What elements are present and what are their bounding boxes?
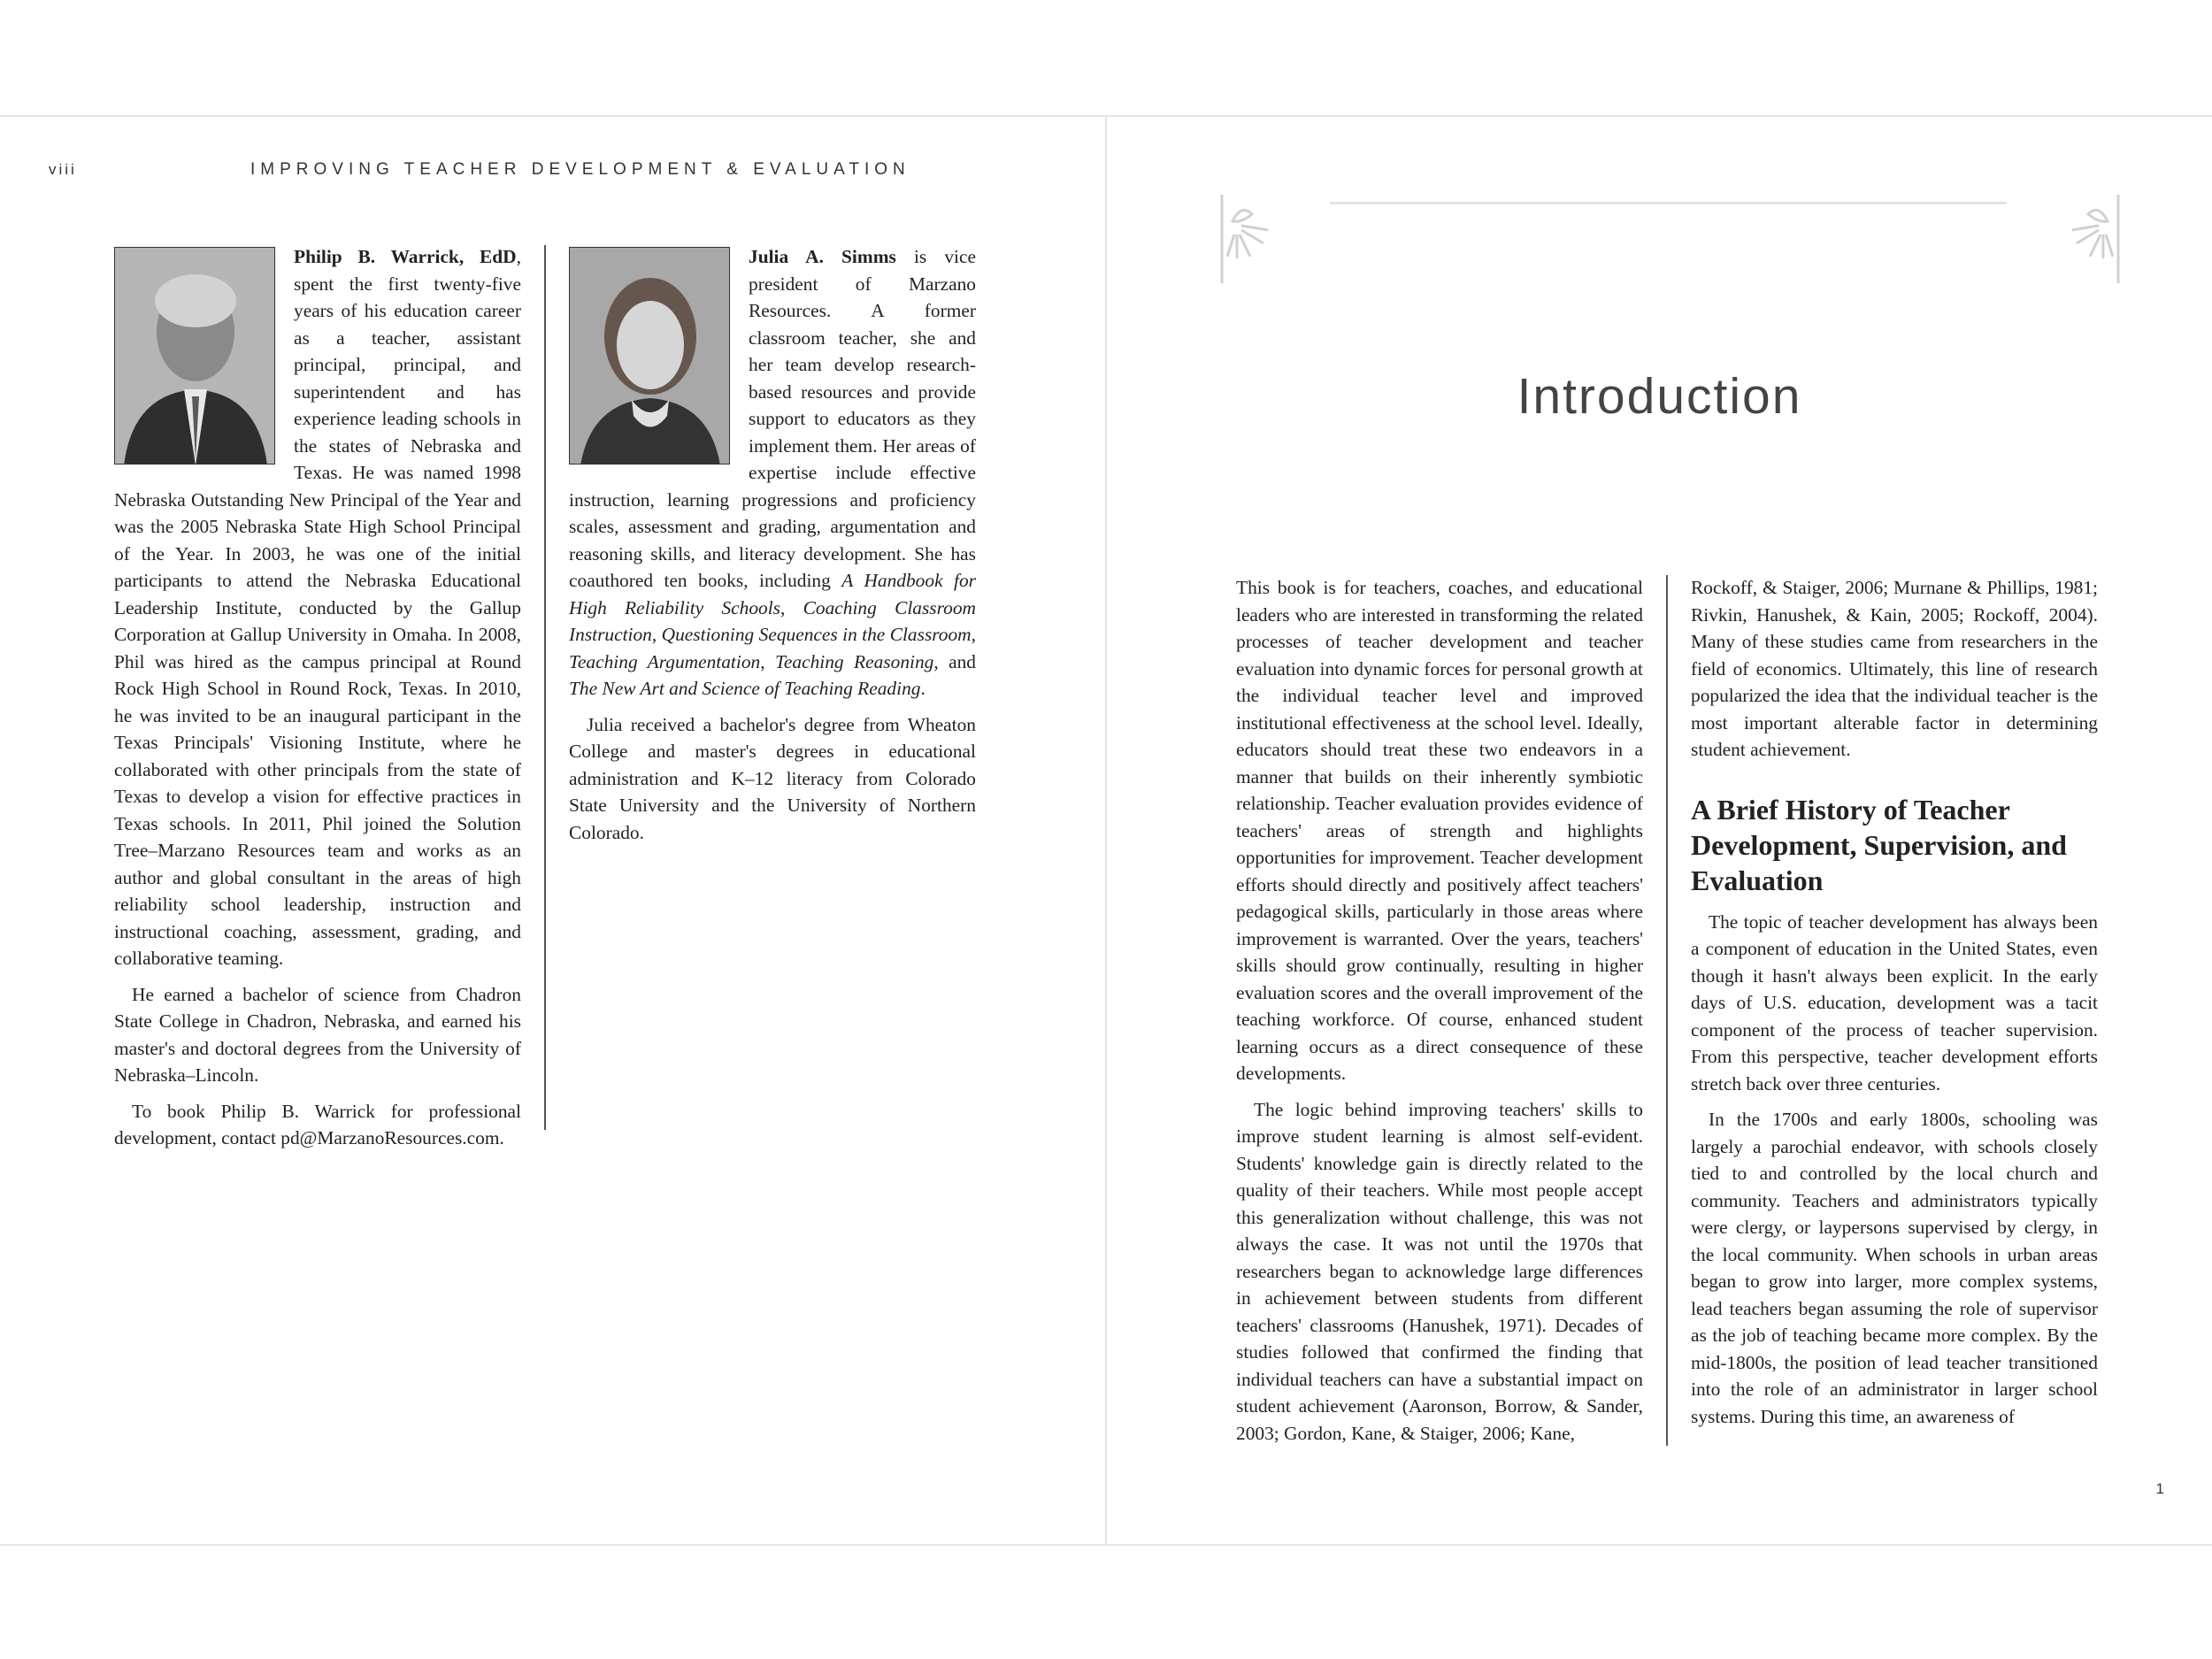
intro-paragraph-2: The logic behind improving teachers' skills to improve student learning is almost self-evident. Students' knowledge gain is directly related to the quality of their teachers. While most people accept this generalization without challenge, this was not always the case. It was not until the 1970s that researchers began to acknowledge large differences in achievement between students from different teachers' classrooms (Hanushek, 1971). Decades of studies followed that confirmed the finding that individual teachers can have a substantial impact on student achievement (Aaronson, Borrow, & Sander, 2003; Gordon, Kane, & Staiger, 2006; Kane, [1236, 1098, 1643, 1444]
column-rule-right [1666, 575, 1668, 1446]
right-page [1107, 117, 2212, 1544]
separator: , [971, 624, 976, 645]
separator: , [780, 596, 803, 618]
column-rule-left [544, 245, 546, 1130]
text-column-left [1236, 574, 1643, 1455]
author-photo-simms [569, 247, 730, 465]
book-title: A Handbook for High Reliability Schools [569, 570, 976, 618]
bio-warrick-text: , spent the first twenty-five years of his education career as a teacher, assistant principal, principal, and superintendent and has experience leading schools in the states of Nebraska and Texas. He was named 1998 Nebraska Outstanding New Principal of the Year and was the 2005 Nebraska State High School Principal of the Year. In 2003, he was one of the initial participants to attend the Nebraska Educational Leadership Institute, conducted by the Gallup Corporation at Gallup University in Omaha. In 2008, Phil was hired as the campus principal at Round Rock High School in Round Rock, Texas. In 2010, he was invited to be an inaugural participant in the Texas Principals' Visioning Institute, where he collaborated with other principals from the state of Texas to develop a vision for effective practices in Texas schools. In 2011, Phil joined the Solution Tree–Marzano Resources team and works as an author and global consultant in the areas of high reliability school leadership, instruction and instructional coaching, assessment, grading, and collaborative teaming. [114, 246, 521, 969]
bio-warrick-paragraph-2: He earned a bachelor of science from Chadron State College in Chadron, Nebraska, and earned his master's and doctoral degrees from the University of Nebraska–Lincoln. [114, 983, 521, 1086]
separator: . [920, 678, 926, 699]
history-paragraph-1: The topic of teacher development has always been a component of education in the United States, even though it hasn't always been explicit. In the early days of U.S. education, development was a tacit component of the process of teacher supervision. From this perspective, teacher development efforts stretch back over three centuries. [1691, 910, 2098, 1094]
author-bio-simms [569, 243, 976, 855]
bio-warrick-name: Philip B. Warrick, EdD [294, 246, 517, 267]
sunburst-ornament-left-icon [1215, 195, 1312, 283]
left-page [0, 117, 1107, 1544]
section-heading: A Brief History of Teacher Development, Supervision, and Evaluation [1691, 793, 2067, 896]
intro-paragraph-1: This book is for teachers, coaches, and educational leaders who are interested in transforming the related processes of teacher development and teacher evaluation into dynamic forces for personal growth at the individual teacher level and improved institutional effectiveness at the school level. Ideally, educators should treat these two endeavors in a manner that builds on their inherently symbiotic relationship. Teacher evaluation provides evidence of teachers' areas of strength and highlights opportunities for improvement. Teacher development efforts should directly and positively affect teachers' pedagogical skills, particularly in those areas where improvement is warranted. Over the years, teachers' skills should grow continually, resulting in higher evaluation scores and the overall improvement of the teaching workforce. Of course, enhanced student learning occurs as a direct consequence of these developments. [1236, 577, 1643, 1084]
book-title: Questioning Sequences in the Classroom [661, 624, 972, 645]
ornament-rule [1330, 202, 2007, 204]
page-number-left: viii [49, 161, 77, 178]
bio-warrick-booking: To book Philip B. Warrick for professional development, contact pd@MarzanoResources.com. [114, 1100, 521, 1148]
separator: , [760, 650, 775, 672]
text-column-right [1691, 574, 2098, 1439]
bio-simms-name: Julia A. Simms [749, 246, 896, 267]
book-title: Teaching Argumentation [569, 650, 761, 672]
running-head: IMPROVING TEACHER DEVELOPMENT & EVALUATION [250, 160, 910, 179]
bio-simms-text: is vice president of Marzano Resources. A former classroom teacher, she and her team develop research-based resources and provide support to educators as they implement them. Her areas of expertise include effective instruction, learning progressions and proficiency scales, assessment and grading, argumentation and reasoning skills, and literacy development. She has coauthored ten books, including [569, 246, 976, 591]
author-bio-warrick [114, 243, 521, 1161]
separator: , and [933, 650, 976, 672]
author-photo-warrick [114, 247, 275, 465]
book-title: Teaching Reasoning [774, 650, 934, 672]
history-paragraph-2: In the 1700s and early 1800s, schooling was largely a parochial endeavor, with schools closely tied to and controlled by the local church and community. Teachers and administrators typically were clergy, or laypersons supervised by clergy, in the local community. When schools in urban areas began to grow into larger, more complex systems, lead teachers began assuming the role of supervisor as the job of teaching became more complex. By the mid-1800s, the position of lead teacher transitioned into the role of an administrator in larger school systems. During this time, an awareness of [1691, 1109, 2098, 1427]
bio-simms-paragraph-2: Julia received a bachelor's degree from Wheaton College and master's degrees in educational administration and K–12 literacy from Colorado State University and the University of Northern Colorado. [569, 713, 976, 843]
sunburst-ornament-right-icon [2028, 195, 2125, 283]
book-spread [0, 115, 2212, 1546]
book-title: The New Art and Science of Teaching Reading [569, 678, 921, 699]
book-title: Coaching Classroom Instruction [569, 596, 976, 645]
page-number-right: 1 [2155, 1480, 2164, 1497]
separator: , [651, 624, 662, 645]
chapter-title: Introduction [1517, 368, 1802, 426]
intro-paragraph-3: Rockoff, & Staiger, 2006; Murnane & Phillips, 1981; Rivkin, Hanushek, & Kain, 2005; Rockoff, 2004). Many of these studies came from researchers in the field of economics. Ultimately, this line of research popularized the idea that the individual teacher is the most important alterable factor in determining student achievement. [1691, 577, 2098, 760]
